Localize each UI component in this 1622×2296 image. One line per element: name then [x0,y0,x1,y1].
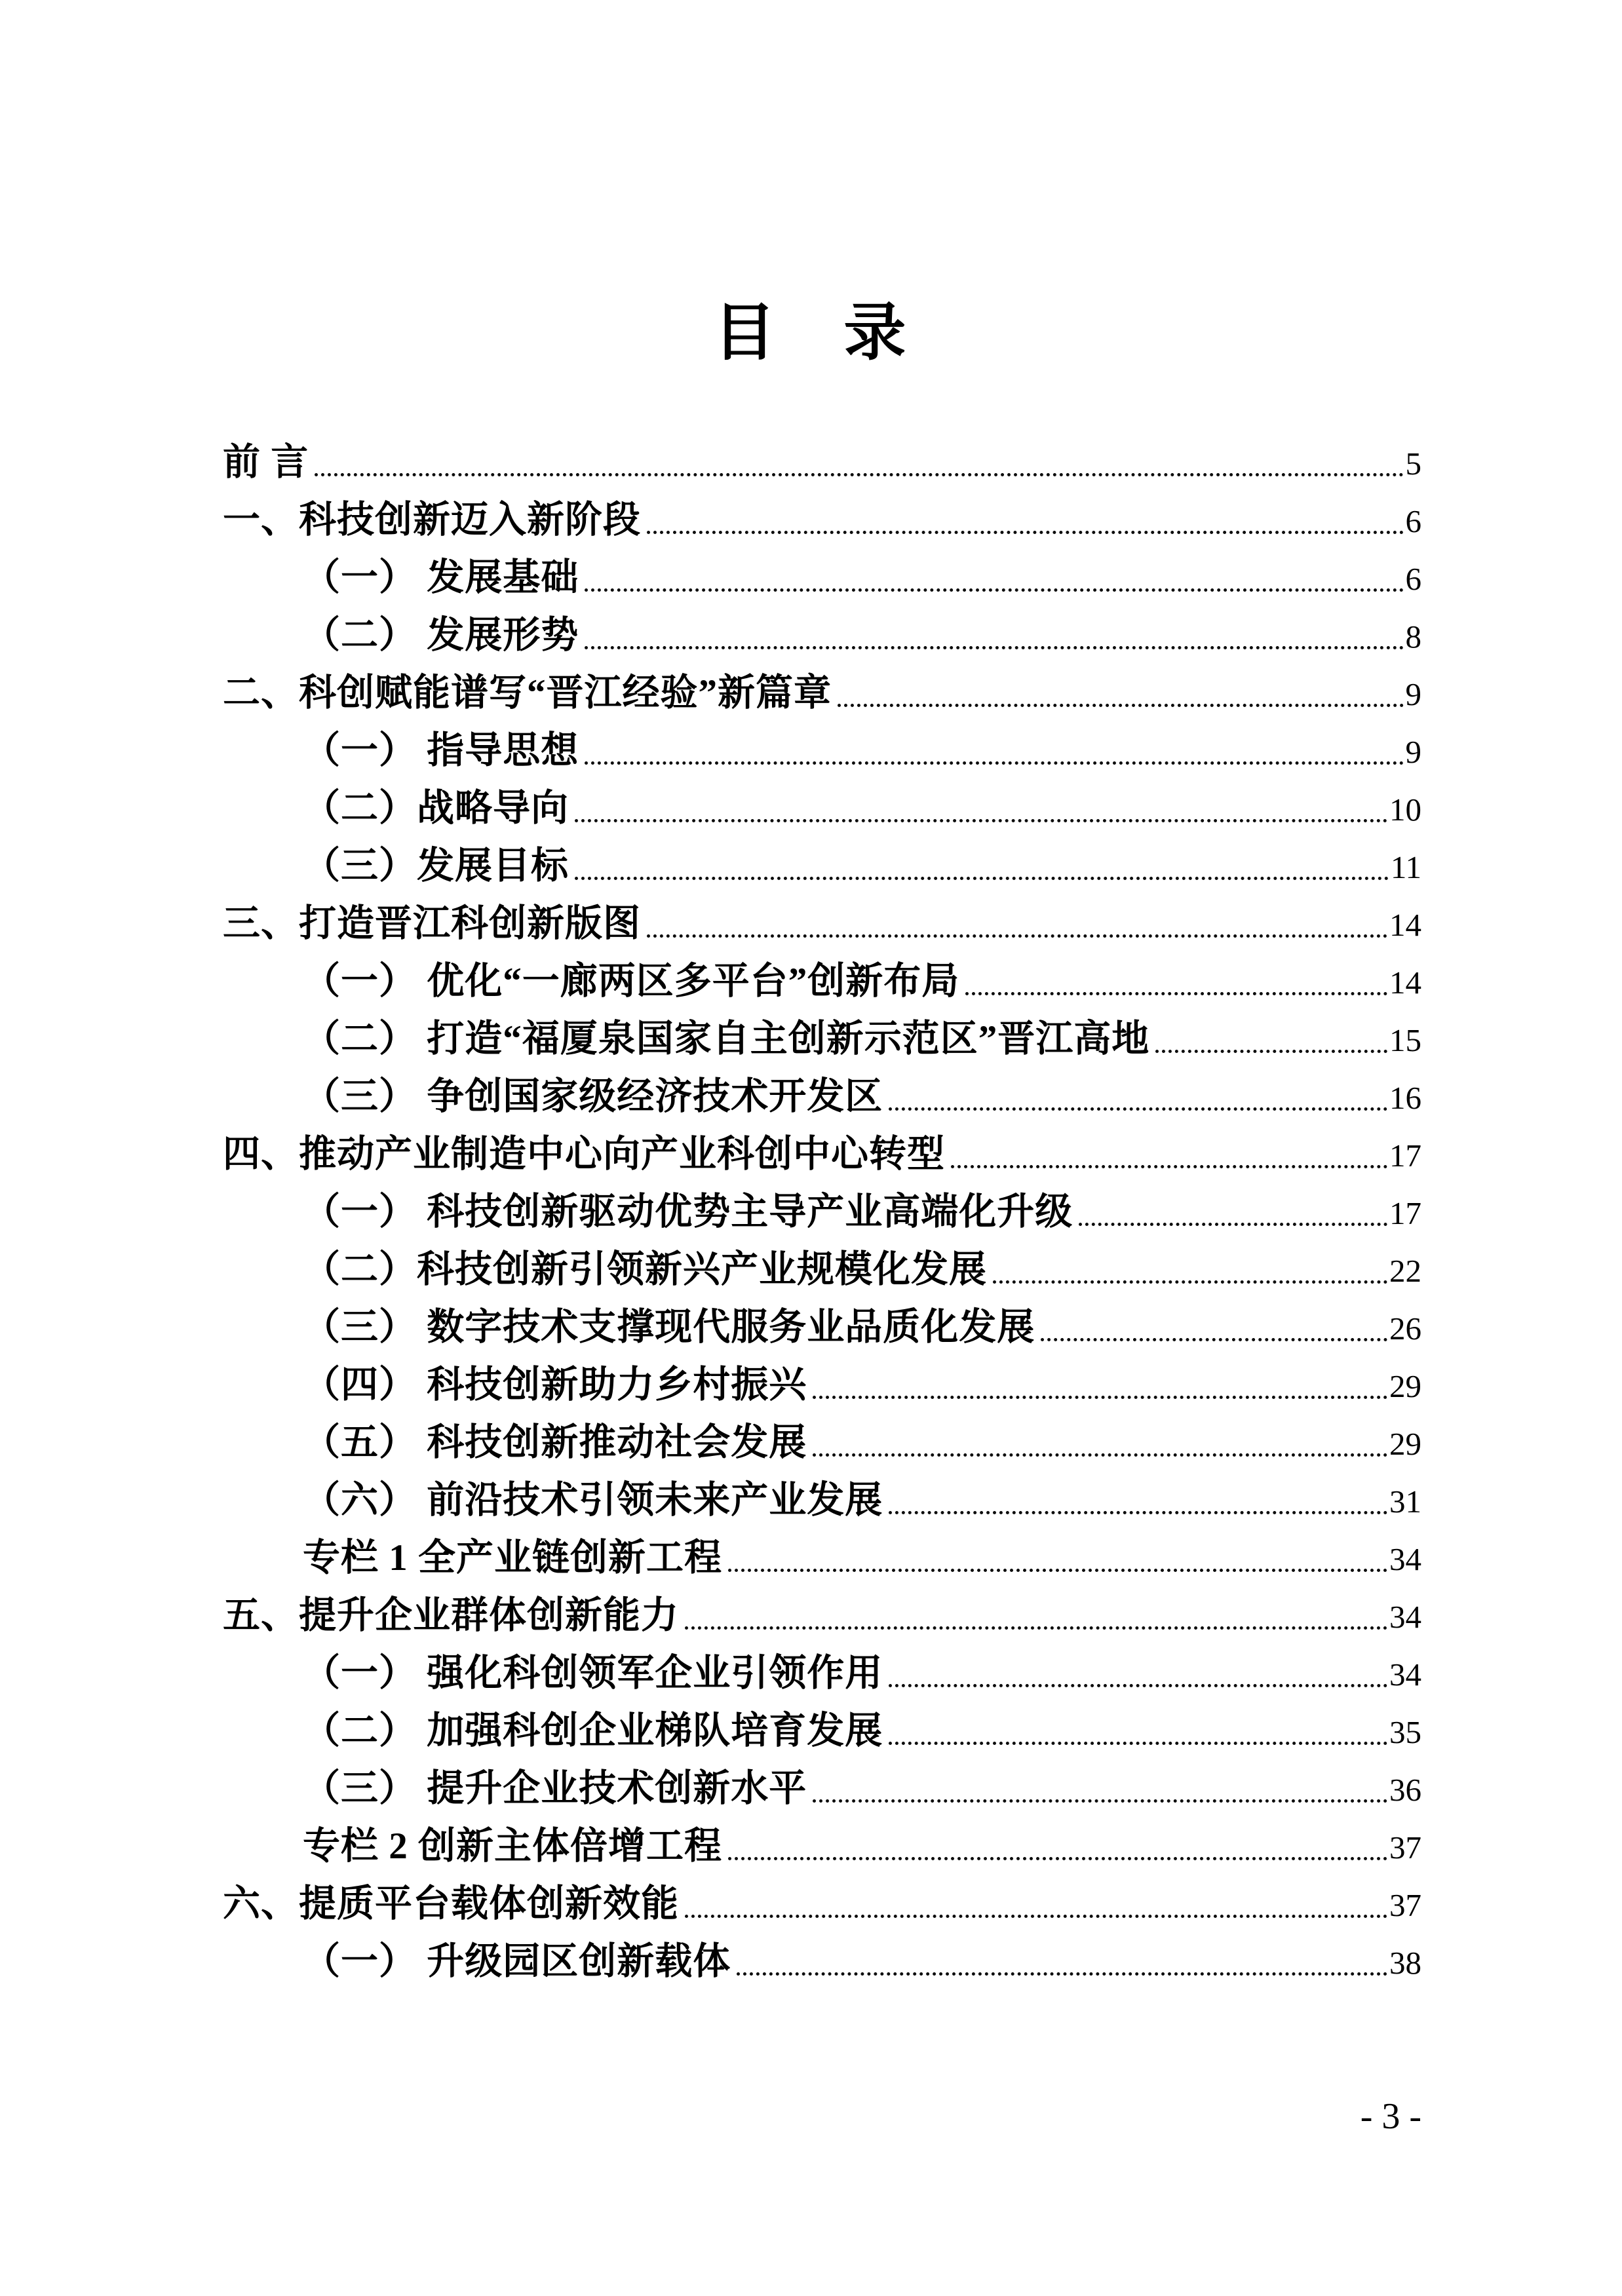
toc-entry-page-number: 34 [1389,1541,1421,1577]
dot-leader [575,877,1389,880]
toc-entry [223,1933,1421,1991]
toc-entry-page-number: 22 [1389,1253,1421,1289]
toc-entry-label: （三） 提升企业技术创新水平 [303,1768,807,1809]
toc-entry [223,1760,1421,1818]
toc-entry-label: 五、提升企业群体创新能力 [223,1595,679,1636]
toc-entry-label: （三）发展目标 [303,845,569,887]
toc-entry [223,1587,1421,1645]
toc-entry-label: （二） 发展形势 [303,615,579,656]
dot-leader [813,1396,1387,1399]
dot-leader [315,473,1403,476]
toc-entry [223,1241,1421,1299]
toc-entry-page-number: 26 [1389,1311,1421,1347]
table-of-contents [0,434,1622,1991]
toc-entry-label: （二） 打造“福厦泉国家自主创新示范区”晋江高地 [303,1018,1150,1060]
toc-entry [223,953,1421,1010]
dot-leader [889,1511,1387,1514]
toc-entry-label: （二）科技创新引领新兴产业规模化发展 [303,1249,987,1290]
toc-entry-page-number: 6 [1405,503,1421,539]
toc-entry [223,1299,1421,1356]
dot-leader [728,1857,1387,1860]
toc-entry-page-number: 34 [1389,1656,1421,1693]
toc-entry [223,607,1421,664]
toc-entry-label: （六） 前沿技术引领未来产业发展 [303,1480,883,1521]
dot-leader [647,934,1387,938]
dot-leader [838,704,1404,707]
toc-entry-label: （二） 加强科创企业梯队培育发展 [303,1710,883,1751]
toc-entry [223,780,1421,837]
toc-entry-label: 六、提质平台载体创新效能 [223,1883,679,1924]
dot-leader [575,819,1387,822]
toc-entry [223,1529,1421,1587]
toc-entry-label: 一、科技创新迈入新阶段 [223,499,641,541]
toc-entry [223,1356,1421,1414]
dot-leader [813,1453,1387,1457]
toc-entry [223,1126,1421,1183]
toc-entry-page-number: 5 [1405,446,1421,482]
toc-entry-page-number: 14 [1389,907,1421,943]
toc-entry [223,1068,1421,1126]
dot-leader [685,1626,1387,1630]
toc-entry-label: 四、推动产业制造中心向产业科创中心转型 [223,1134,945,1175]
toc-entry-page-number: 8 [1405,619,1421,655]
toc-entry-page-number: 17 [1389,1138,1421,1174]
page-number-footer: - 3 - [1360,2096,1421,2137]
toc-entry-label: （一） 强化科创领军企业引领作用 [303,1653,883,1694]
toc-entry-page-number: 35 [1389,1714,1421,1750]
toc-entry [223,1645,1421,1702]
toc-entry [223,491,1421,549]
dot-leader [1079,1223,1387,1226]
toc-entry-page-number: 31 [1389,1483,1421,1520]
toc-entry-label: （二）战略导向 [303,788,569,829]
toc-entry-label: （一） 优化“一廊两区多平台”创新布局 [303,961,960,1002]
toc-entry-label: 专栏 1 全产业链创新工程 [303,1537,722,1578]
toc-entry [223,549,1421,607]
toc-entry [223,1818,1421,1875]
toc-entry-label: （四） 科技创新助力乡村振兴 [303,1364,807,1406]
dot-leader [965,992,1387,995]
toc-entry-page-number: 15 [1389,1022,1421,1058]
toc-entry-label: 三、打造晋江科创新版图 [223,903,641,944]
toc-entry-page-number: 6 [1405,561,1421,597]
toc-entry-page-number: 14 [1389,965,1421,1001]
toc-entry-page-number: 38 [1389,1945,1421,1981]
dot-leader [585,646,1403,649]
toc-entry-page-number: 37 [1389,1829,1421,1866]
toc-entry [223,1472,1421,1529]
toc-entry-label: （三） 争创国家级经济技术开发区 [303,1076,883,1117]
toc-entry [223,895,1421,953]
toc-entry-page-number: 16 [1389,1080,1421,1116]
toc-entry [223,1010,1421,1068]
page-title: 目 录 [713,298,909,368]
dot-leader [585,761,1403,765]
toc-entry-page-number: 36 [1389,1772,1421,1808]
toc-entry-page-number: 29 [1389,1368,1421,1404]
dot-leader [993,1280,1387,1284]
toc-entry-page-number: 11 [1390,849,1421,885]
toc-entry-label: （一） 升级园区创新载体 [303,1941,731,1982]
toc-entry-label: （一） 指导思想 [303,730,579,771]
toc-entry-label: 二、科创赋能谱写“晋江经验”新篇章 [223,672,832,714]
dot-leader [1041,1338,1387,1341]
toc-entry-label: （五） 科技创新推动社会发展 [303,1422,807,1463]
toc-entry-page-number: 10 [1389,792,1421,828]
dot-leader [951,1165,1387,1168]
dot-leader [813,1799,1387,1803]
toc-entry [223,837,1421,895]
dot-leader [585,588,1403,592]
toc-entry-page-number: 29 [1389,1426,1421,1462]
dot-leader [1155,1050,1387,1053]
dot-leader [647,531,1404,534]
toc-entry [223,434,1421,491]
toc-entry [223,1414,1421,1472]
toc-entry-page-number: 9 [1405,676,1421,712]
toc-entry [223,722,1421,780]
toc-entry [223,664,1421,722]
toc-entry-page-number: 37 [1389,1887,1421,1923]
toc-entry-label: （一） 发展基础 [303,557,579,598]
dot-leader [889,1742,1387,1745]
toc-entry [223,1702,1421,1760]
dot-leader [737,1972,1387,1976]
dot-leader [889,1684,1387,1687]
toc-entry-label: （一） 科技创新驱动优势主导产业高端化升级 [303,1191,1073,1233]
toc-entry-label: 前 言 [223,442,309,483]
toc-entry-label: 专栏 2 创新主体倍增工程 [303,1826,722,1867]
toc-entry-label: （三） 数字技术支撑现代服务业品质化发展 [303,1307,1035,1348]
toc-entry [223,1875,1421,1933]
dot-leader [889,1107,1387,1111]
dot-leader [728,1569,1387,1572]
toc-entry-page-number: 34 [1389,1599,1421,1635]
toc-entry [223,1183,1421,1241]
dot-leader [685,1915,1387,1918]
toc-entry-page-number: 17 [1389,1195,1421,1231]
toc-entry-page-number: 9 [1405,734,1421,770]
